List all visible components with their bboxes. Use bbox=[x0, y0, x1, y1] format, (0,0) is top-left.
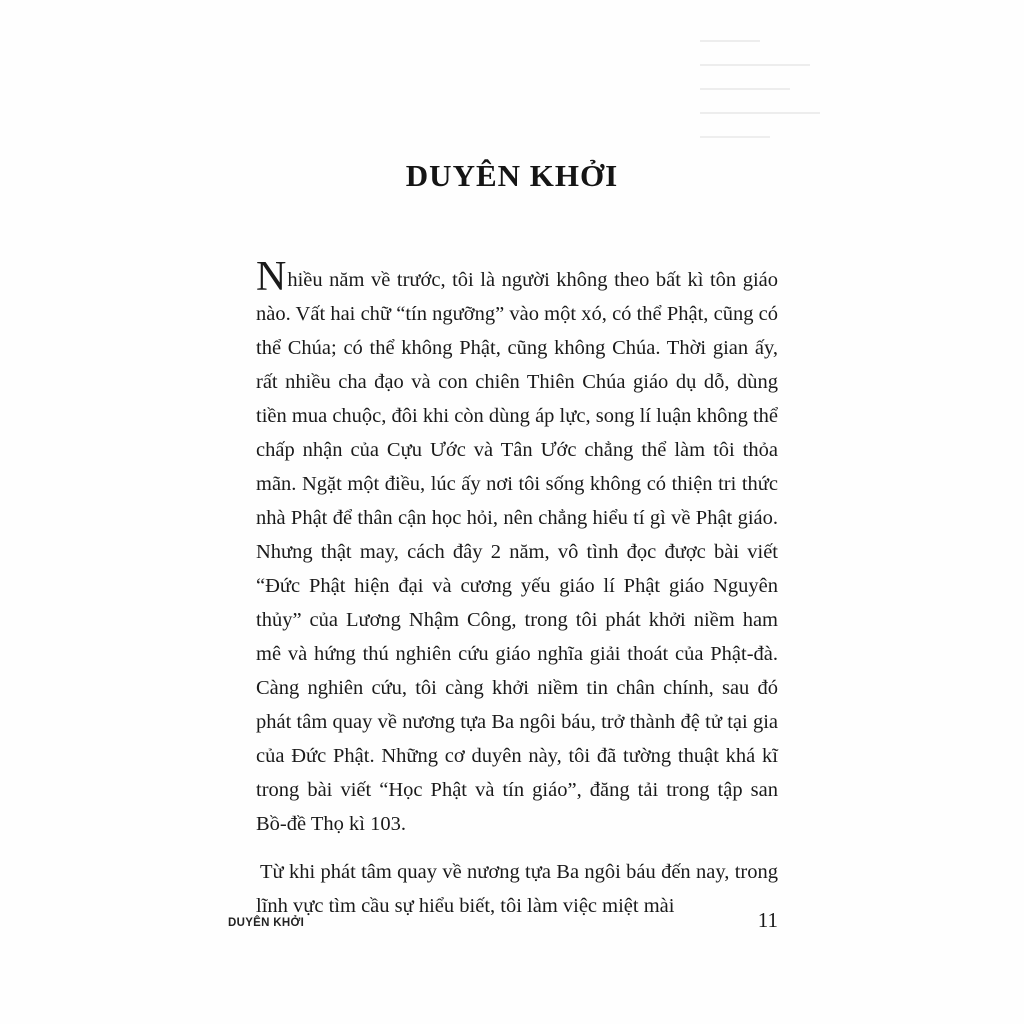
paragraph-1-text: hiều năm về trước, tôi là người không theo bất kì tôn giáo nào. Vất hai chữ “tín ngưỡng” vào một xó, có thể Phật, cũng có thể Chúa; có thể không Phật, cũng không Chúa. Thời gian ấy, rất nhiều cha đạo và con chiên Thiên Chúa giáo dụ dỗ, dùng tiền mua chuộc, đôi khi còn dùng áp lực, song lí luận không thể chấp nhận của Cựu Ước và Tân Ước chẳng thể làm tôi thỏa mãn. Ngặt một điều, lúc ấy nơi tôi sống không có thiện tri thức nhà Phật để thân cận học hỏi, nên chẳng hiểu tí gì về Phật giáo. Nhưng thật may, cách đây 2 năm, vô tình đọc được bài viết “Đức Phật hiện đại và cương yếu giáo lí Phật giáo Nguyên thủy” của Lương Nhậm Công, trong tôi phát khởi niềm ham mê và hứng thú nghiên cứu giáo nghĩa giải thoát của Phật-đà. Càng nghiên cứu, tôi càng khởi niềm tin chân chính, sau đó phát tâm quay về nương tựa Ba ngôi báu, trở thành đệ tử tại gia của Đức Phật. Những cơ duyên này, tôi đã tường thuật khá kĩ trong bài viết “Học Phật và tín giáo”, đăng tải trong tập san Bồ-đề Thọ kì 103. bbox=[256, 269, 778, 835]
body-text bbox=[256, 254, 778, 923]
running-footer-title: DUYÊN KHỞI bbox=[228, 917, 305, 929]
drop-cap: N bbox=[256, 254, 287, 300]
chapter-title: DUYÊN KHỞI bbox=[405, 158, 619, 193]
paragraph-2 bbox=[256, 855, 778, 923]
paragraph-2-text: Từ khi phát tâm quay về nương tựa Ba ngôi báu đến nay, trong lĩnh vực tìm cầu sự hiểu biết, tôi làm việc miệt mài bbox=[256, 861, 778, 917]
paragraph-1 bbox=[256, 254, 778, 841]
page-number: 11 bbox=[757, 908, 778, 932]
